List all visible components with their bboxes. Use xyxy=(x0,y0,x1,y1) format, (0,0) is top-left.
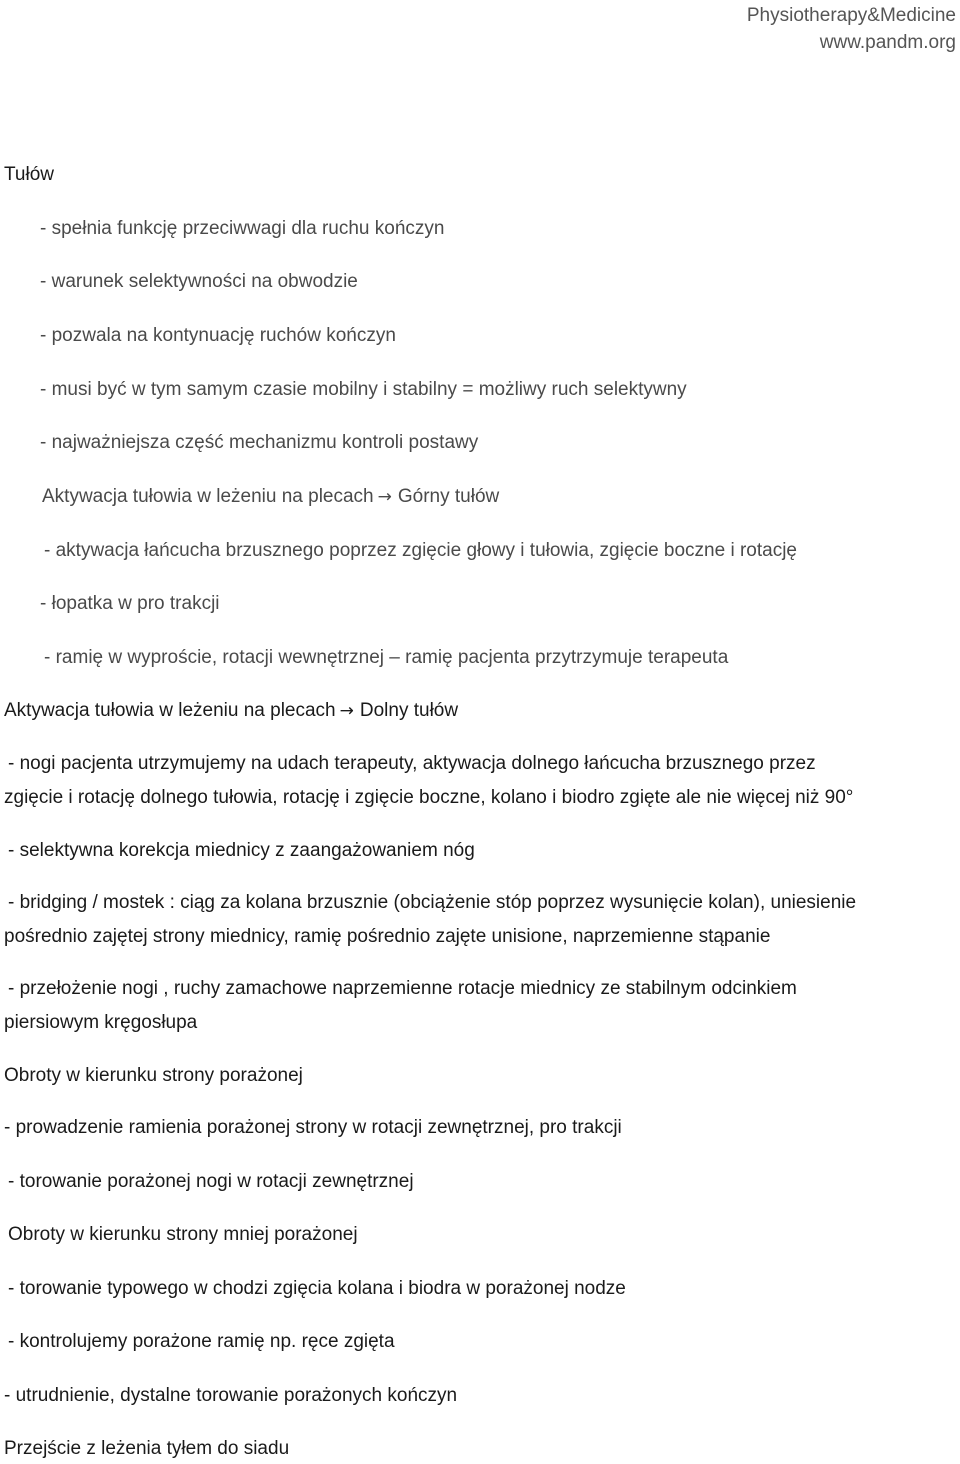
section-title: Tułów xyxy=(4,164,54,185)
lower-heading-text: Aktywacja tułowia w leżeniu na plecach xyxy=(4,700,336,721)
lower-item-continuation: pośrednio zajętej strony miednicy, ramię pośrednio zajęte unisione, naprzemienne stąpanie xyxy=(4,926,771,947)
header-site-url: www.pandm.org xyxy=(819,32,956,53)
rotation-affected-item: - torowanie porażonej nogi w rotacji zewnętrznej xyxy=(8,1171,414,1192)
header-site-name: Physiotherapy&Medicine xyxy=(746,5,956,26)
lower-item: - nogi pacjenta utrzymujemy na udach terapeuty, aktywacja dolnego łańcucha brzusznego przez xyxy=(8,753,816,774)
upper-trunk-heading xyxy=(42,485,499,509)
trunk-item: - musi być w tym samym czasie mobilny i stabilny = możliwy ruch selektywny xyxy=(40,379,687,400)
trunk-item: - najważniejsza część mechanizmu kontroli postawy xyxy=(40,432,479,453)
lower-heading-target: Dolny tułów xyxy=(359,700,459,721)
upper-item: - łopatka w pro trakcji xyxy=(40,593,220,614)
rotation-less-affected-heading: Obroty w kierunku strony mniej porażonej xyxy=(8,1224,358,1245)
arrow-right-icon: → xyxy=(377,487,392,507)
trunk-item: - spełnia funkcję przeciwwagi dla ruchu kończyn xyxy=(40,218,445,239)
upper-heading-target: Górny tułów xyxy=(397,486,500,507)
upper-heading-text: Aktywacja tułowia w leżeniu na plecach xyxy=(42,486,374,507)
lower-item-continuation: piersiowym kręgosłupa xyxy=(4,1012,198,1033)
trunk-item: - warunek selektywności na obwodzie xyxy=(40,271,358,292)
rotation-less-affected-item: - utrudnienie, dystalne torowanie porażonych kończyn xyxy=(4,1385,458,1406)
page-header xyxy=(747,2,956,56)
rotation-affected-item: - prowadzenie ramienia porażonej strony w rotacji zewnętrznej, pro trakcji xyxy=(4,1117,622,1138)
upper-item: - aktywacja łańcucha brzusznego poprzez zgięcie głowy i tułowia, zgięcie boczne i rotację xyxy=(44,540,797,561)
sit-up-heading: Przejście z leżenia tyłem do siadu xyxy=(4,1438,290,1459)
lower-item: - selektywna korekcja miednicy z zaangażowaniem nóg xyxy=(8,840,475,861)
lower-item: - bridging / mostek : ciąg za kolana brzusznie (obciążenie stóp poprzez wysunięcie kolan), uniesienie xyxy=(8,892,857,913)
rotation-affected-heading: Obroty w kierunku strony porażonej xyxy=(4,1065,303,1086)
trunk-item: - pozwala na kontynuację ruchów kończyn xyxy=(40,325,396,346)
lower-item-continuation: zgięcie i rotację dolnego tułowia, rotację i zgięcie boczne, kolano i biodro zgięte ale nie więcej niż 90° xyxy=(4,787,854,808)
upper-item: - ramię w wyproście, rotacji wewnętrznej – ramię pacjenta przytrzymuje terapeuta xyxy=(44,647,729,668)
rotation-less-affected-item: - kontrolujemy porażone ramię np. ręce zgięta xyxy=(8,1331,395,1352)
lower-trunk-heading xyxy=(4,699,458,723)
rotation-less-affected-item: - torowanie typowego w chodzi zgięcia kolana i biodra w porażonej nodze xyxy=(8,1278,626,1299)
arrow-right-icon: → xyxy=(339,701,354,721)
lower-item: - przełożenie nogi , ruchy zamachowe naprzemienne rotacje miednicy ze stabilnym odcinkiem xyxy=(8,978,797,999)
